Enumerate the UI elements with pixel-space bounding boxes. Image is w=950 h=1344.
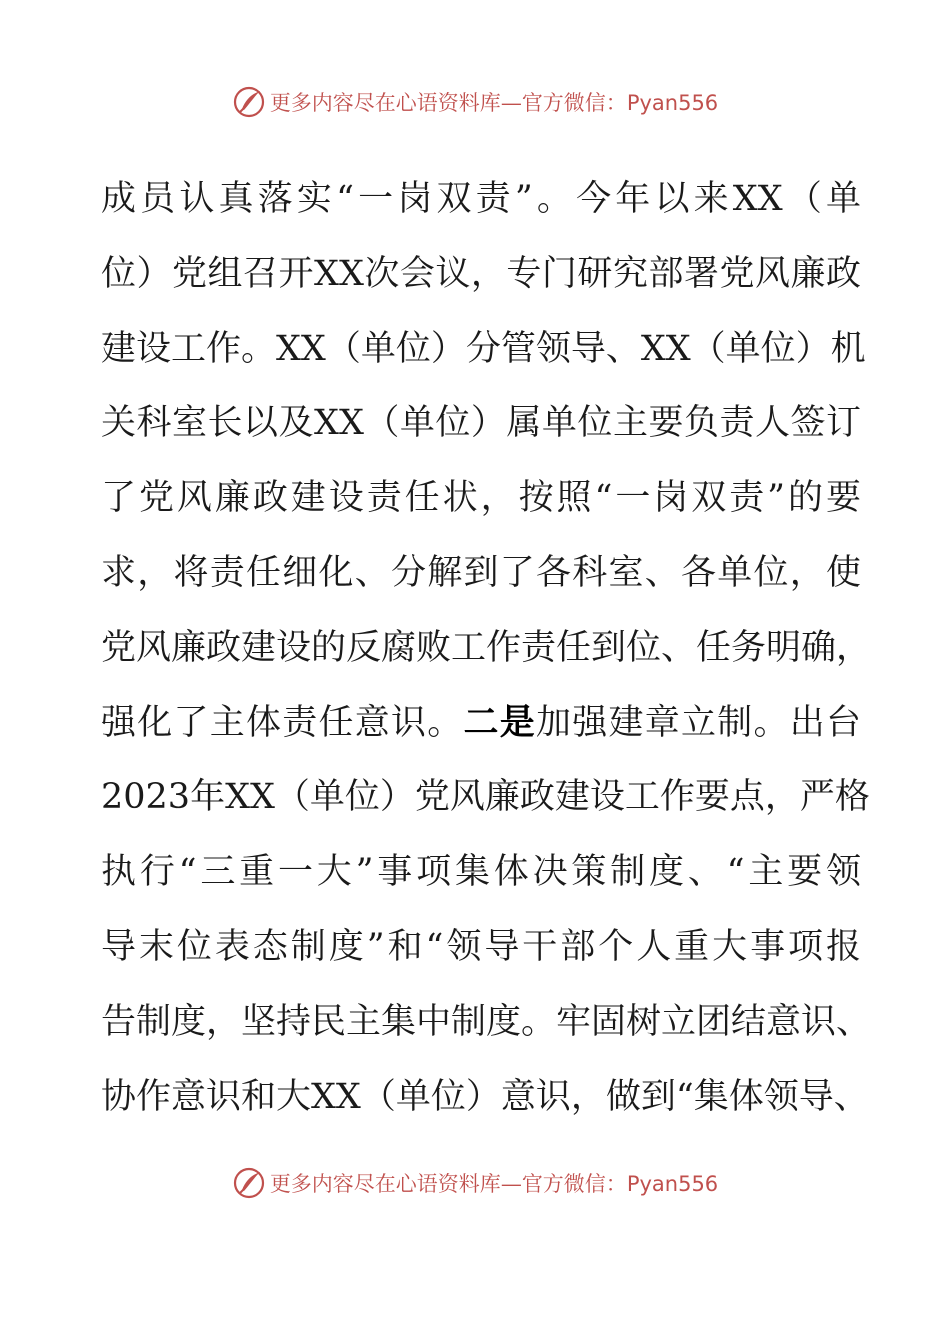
banner-main-text: 更多内容尽在心语资料库	[269, 91, 501, 115]
body-text-segment: 加强建章立制。出台	[535, 702, 861, 743]
body-line: 执行“三重一大”事项集体决策制度、“主要领	[101, 852, 861, 893]
body-line: 求，将责任细化、分解到了各科室、各单位，使	[101, 552, 861, 593]
quill-logo-icon	[232, 1166, 266, 1200]
body-line: 党风廉政建设的反腐败工作责任到位、任务明确，	[101, 627, 872, 668]
banner-text	[270, 1168, 718, 1198]
body-line: 建设工作。XX（单位）分管领导、XX（单位）机	[101, 328, 866, 369]
body-line: 协作意识和大XX（单位）意识，做到“集体领导、	[101, 1076, 869, 1117]
banner-text	[270, 87, 718, 117]
header-banner[interactable]	[0, 82, 950, 122]
footer-banner[interactable]	[0, 1163, 950, 1203]
banner-wechat-id: Pyan556	[626, 1172, 719, 1196]
body-line: 告制度，坚持民主集中制度。牢固树立团结意识、	[101, 1001, 872, 1042]
body-line-mixed	[101, 686, 861, 761]
quill-logo-icon	[232, 85, 266, 119]
body-line: 2023年XX（单位）党风廉政建设工作要点，严格	[101, 777, 870, 818]
banner-dash: —	[500, 91, 522, 115]
banner-wechat-id: Pyan556	[626, 91, 719, 115]
body-line: 了党风廉政建设责任状，按照“一岗双责”的要	[101, 478, 861, 519]
bold-keyword: 二是	[463, 702, 536, 743]
body-line: 关科室长以及XX（单位）属单位主要负责人签订	[101, 403, 861, 444]
banner-dash: —	[500, 1172, 522, 1196]
body-text-segment: 强化了主体责任意识。	[101, 702, 464, 743]
banner-main-text: 更多内容尽在心语资料库	[269, 1172, 501, 1196]
banner-official-label: 官方微信：	[521, 1172, 627, 1196]
body-line: 位）党组召开XX次会议，专门研究部署党风廉政	[101, 253, 861, 294]
banner-official-label: 官方微信：	[521, 91, 627, 115]
document-body	[101, 162, 872, 1134]
body-line: 成员认真落实“一岗双责”。今年以来XX（单	[101, 179, 861, 219]
body-line: 导末位表态制度”和“领导干部个人重大事项报	[101, 926, 861, 967]
